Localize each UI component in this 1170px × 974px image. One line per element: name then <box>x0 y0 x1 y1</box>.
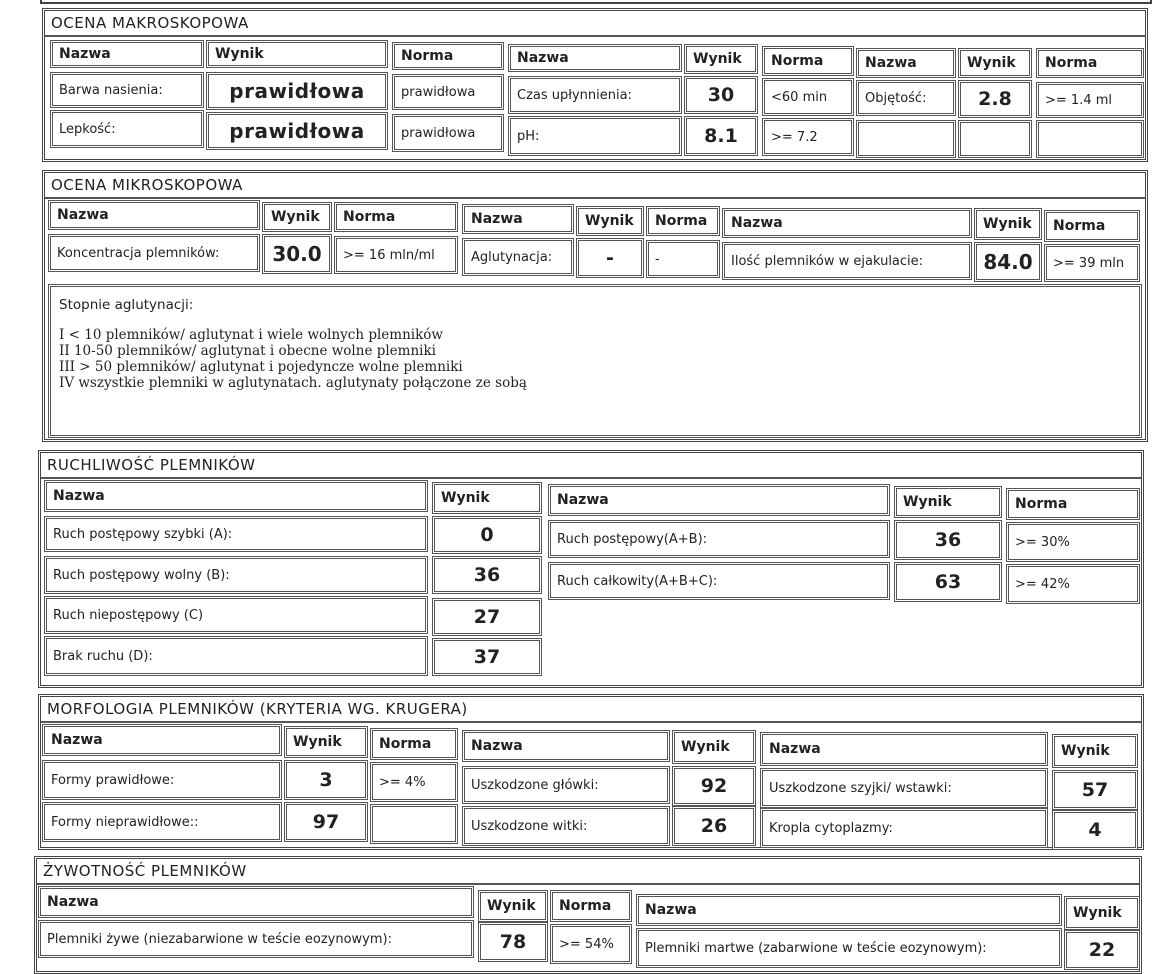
row-name-szyjki: Uszkodzone szyjki/ wstawki: <box>760 768 1048 808</box>
header-norm: Norma <box>646 206 720 236</box>
header-result: Wynik <box>206 40 388 68</box>
row-name-ilosc: Ilość plemników w ejakulacie: <box>722 242 972 280</box>
header-name: Nazwa <box>50 40 204 68</box>
row-norm-aglutynacja: - <box>646 240 720 278</box>
row-norm-lepkosc: prawidłowa <box>392 114 504 152</box>
row-result-wolny: 36 <box>432 556 542 594</box>
row-name-szybki: Ruch postępowy szybki (A): <box>44 516 428 552</box>
row-norm-nieprawidlowe <box>370 804 458 844</box>
header-result: Wynik <box>576 206 644 236</box>
legend-line: III > 50 plemników/ aglutynat i pojedyncze wolne plemniki <box>59 359 463 375</box>
row-name-koncentracja: Koncentracja plemników: <box>48 234 260 272</box>
row-name-kropla: Kropla cytoplazmy: <box>760 808 1048 848</box>
row-norm-ab: >= 30% <box>1006 522 1140 562</box>
header-norm: Norma <box>1044 210 1140 242</box>
header-name: Nazwa <box>42 724 282 756</box>
header-norm: Norma <box>1006 488 1140 520</box>
section-title: MORFOLOGIA PLEMNIKÓW (KRYTERIA WG. KRUGERA) <box>41 697 1141 723</box>
header-norm: Norma <box>550 890 632 922</box>
header-name: Nazwa <box>856 48 956 78</box>
row-result-brak: 37 <box>432 638 542 676</box>
header-result: Wynik <box>478 890 548 922</box>
row-norm-prawidlowe: >= 4% <box>370 762 458 802</box>
section-title: ŻYWOTNOŚĆ PLEMNIKÓW <box>37 859 1139 885</box>
row-result-niepostepowy: 27 <box>432 598 542 636</box>
row-name-wolny: Ruch postępowy wolny (B): <box>44 556 428 594</box>
legend-title: Stopnie aglutynacji: <box>59 297 194 313</box>
header-result: Wynik <box>432 482 542 514</box>
previous-section-edge <box>40 0 1152 4</box>
header-norm: Norma <box>334 202 458 232</box>
legend-line: II 10-50 plemników/ aglutynat i obecne wolne plemniki <box>59 343 436 359</box>
header-result: Wynik <box>1064 896 1140 930</box>
header-name: Nazwa <box>48 200 260 230</box>
row-result-lepkosc: prawidłowa <box>206 112 388 150</box>
legend-line: I < 10 plemników/ aglutynat i wiele wolnych plemników <box>59 327 443 343</box>
header-norm: Norma <box>1036 48 1144 78</box>
row-name-barwa: Barwa nasienia: <box>50 72 204 108</box>
header-name: Nazwa <box>722 208 972 238</box>
row-result-glowki: 92 <box>672 766 756 806</box>
row-name-martwe: Plemniki martwe (zabarwione w teście eozynowym): <box>636 928 1062 968</box>
header-name: Nazwa <box>38 886 474 918</box>
header-name: Nazwa <box>508 44 682 72</box>
header-norm: Norma <box>370 728 458 760</box>
row-name-lepkosc: Lepkość: <box>50 110 204 148</box>
header-result: Wynik <box>974 208 1042 240</box>
row-result-abc: 63 <box>894 562 1002 602</box>
row-result-ph: 8.1 <box>684 116 758 156</box>
section-title: OCENA MIKROSKOPOWA <box>45 173 1145 199</box>
row-result-koncentracja: 30.0 <box>262 234 332 274</box>
row-result-aglutynacja: - <box>576 238 644 278</box>
section-title: OCENA MAKROSKOPOWA <box>45 11 1145 37</box>
header-name: Nazwa <box>462 204 574 234</box>
row-result-martwe: 22 <box>1064 930 1140 970</box>
row-norm-ph: >= 7.2 <box>762 118 854 156</box>
row-name-objetosc: Objętość: <box>856 80 956 116</box>
header-result: Wynik <box>284 726 368 758</box>
row-name-nieprawidlowe: Formy nieprawidłowe:: <box>42 802 282 842</box>
header-result: Wynik <box>958 48 1032 78</box>
header-name: Nazwa <box>636 894 1062 926</box>
header-result: Wynik <box>672 730 756 764</box>
header-name: Nazwa <box>548 484 890 516</box>
agglutination-legend <box>48 284 1142 438</box>
row-result-barwa: prawidłowa <box>206 72 388 110</box>
row-name-aglutynacja: Aglutynacja: <box>462 238 574 276</box>
row-result-objetosc: 2.8 <box>958 80 1032 118</box>
row-name-witki: Uszkodzone witki: <box>462 806 670 846</box>
row-result-zywe: 78 <box>478 922 548 962</box>
row-name-abc: Ruch całkowity(A+B+C): <box>548 562 890 600</box>
legend-line: IV wszystkie plemniki w aglutynatach. aglutynaty połączone ze sobą <box>59 375 527 391</box>
row-name-glowki: Uszkodzone główki: <box>462 766 670 804</box>
header-name: Nazwa <box>462 730 670 762</box>
row-result-prawidlowe: 3 <box>284 760 368 800</box>
row-result-nieprawidlowe: 97 <box>284 802 368 842</box>
header-name: Nazwa <box>44 480 428 512</box>
header-result: Wynik <box>894 486 1002 518</box>
row-result-szybki: 0 <box>432 516 542 554</box>
row-name-niepostepowy: Ruch niepostępowy (C) <box>44 596 428 634</box>
row-result-empty <box>958 120 1032 158</box>
row-norm-empty <box>1036 120 1144 158</box>
row-name-prawidlowe: Formy prawidłowe: <box>42 760 282 800</box>
header-result: Wynik <box>262 202 332 232</box>
row-result-kropla: 4 <box>1052 810 1138 850</box>
row-norm-zywe: >= 54% <box>550 924 632 964</box>
row-norm-abc: >= 42% <box>1006 564 1140 604</box>
row-name-empty <box>856 120 956 158</box>
row-norm-koncentracja: >= 16 mln/ml <box>334 236 458 274</box>
header-norm: Norma <box>762 46 854 76</box>
row-name-brak: Brak ruchu (D): <box>44 636 428 676</box>
row-name-zywe: Plemniki żywe (niezabarwione w teście eozynowym): <box>38 920 474 958</box>
row-result-ab: 36 <box>894 520 1002 560</box>
section-title: RUCHLIWOŚĆ PLEMNIKÓW <box>41 453 1141 479</box>
row-result-ilosc: 84.0 <box>974 242 1042 282</box>
header-name: Nazwa <box>760 732 1048 766</box>
row-result-czas: 30 <box>684 76 758 114</box>
row-name-ph: pH: <box>508 116 682 156</box>
row-result-witki: 26 <box>672 806 756 846</box>
header-result: Wynik <box>1052 734 1138 768</box>
row-norm-ilosc: >= 39 mln <box>1044 244 1140 282</box>
row-result-szyjki: 57 <box>1052 770 1138 810</box>
row-name-ab: Ruch postępowy(A+B): <box>548 520 890 558</box>
row-norm-objetosc: >= 1.4 ml <box>1036 82 1144 118</box>
row-norm-czas: <60 min <box>762 78 854 116</box>
row-norm-barwa: prawidłowa <box>392 74 504 110</box>
header-result: Wynik <box>684 44 758 74</box>
header-norm: Norma <box>392 42 504 70</box>
row-name-czas: Czas upłynnienia: <box>508 76 682 114</box>
